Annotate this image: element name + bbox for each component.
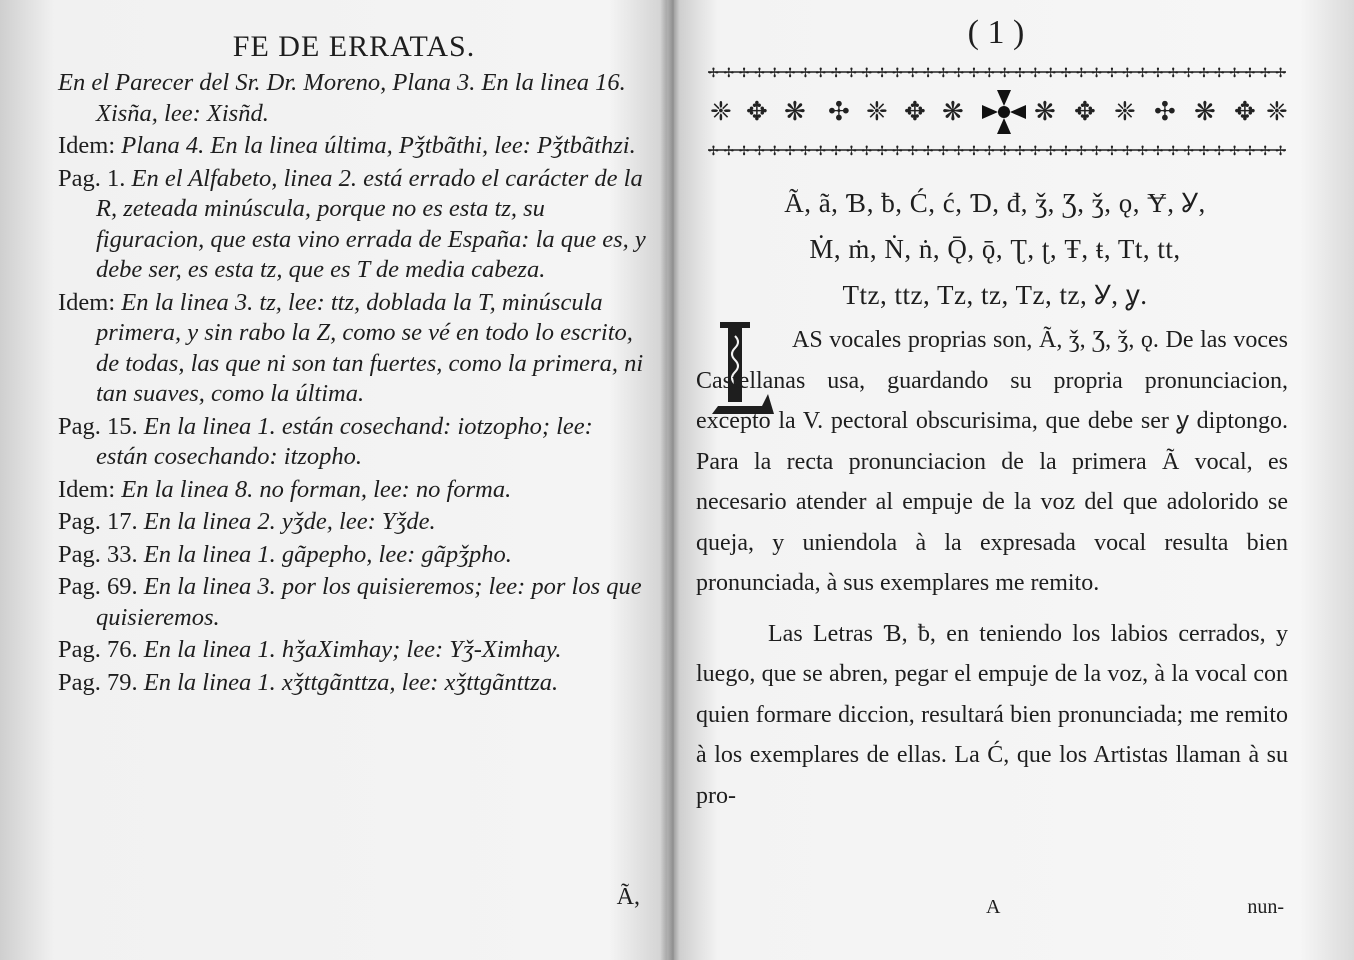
- ornament-motif: ❈: [1114, 97, 1136, 127]
- errata-entry: [58, 288, 650, 410]
- ornament-motif: ❈: [1266, 97, 1288, 127]
- entry-ref: Idem:: [58, 132, 116, 159]
- entry-text: En el Parecer del Sr. Dr. Moreno, Plana 3. En la linea 16. Xisña, lee: Xisñd.: [58, 69, 626, 127]
- entry-ref: Pag. 79.: [58, 668, 138, 696]
- book-gutter: [660, 0, 674, 960]
- entry-ref: Pag. 33.: [58, 540, 138, 568]
- ornament-motif: ✣: [1154, 97, 1176, 127]
- maltese-cross-icon: [982, 90, 1026, 134]
- svg-text:L: L: [708, 318, 709, 319]
- entry-text: En la linea 8. no forman, lee: no forma.: [121, 475, 512, 503]
- entry-ref: Pag. 15.: [58, 412, 138, 440]
- ornament-motif: ❈: [866, 97, 888, 127]
- ornament-motif: ❋: [784, 97, 806, 127]
- ornament-cross-row: ✢✢✢✢✢✢✢✢✢✢✢✢✢✢✢✢✢✢✢✢✢✢✢✢✢✢✢✢✢✢✢✢✢✢✢✢✢✢: [708, 144, 1286, 159]
- entry-text: En la linea 1. hǯaXimhay; lee: Yǯ-Ximhay.: [143, 636, 562, 663]
- entry-ref: Pag. 76.: [58, 636, 138, 663]
- errata-entry: [58, 540, 650, 571]
- errata-list: [58, 68, 650, 700]
- entry-ref: Idem:: [58, 475, 116, 503]
- paragraph: AS vocales proprias son, Ã, ǯ, Ʒ, ǯ, ǫ. De las voces Castellanas usa, guardando su propria pronunciacion, excepto la V. pectoral obscurisima, que debe ser ỿ diptongo. Para la recta pronunciacion de la primera Ã vocal, es necesario atender al empuje de la voz del que adolorido se queja, y uniendola à la expresada vocal resulta bien pronunciada, à sus exemplares me remito.: [696, 327, 1288, 596]
- entry-text: En la linea 3. tz, lee: ttz, doblada la T, minúscula primera, y sin rabo la Z, como se vé en todo lo escrito, de todas, las que ni son tan fuertes, como la primera, ni tan suaves, como la última.: [96, 288, 644, 407]
- alphabet-block: [700, 180, 1290, 318]
- errata-entry: [58, 572, 650, 633]
- right-catchword: nun-: [1247, 896, 1284, 918]
- errata-entry: [58, 635, 650, 666]
- errata-entry: [58, 164, 650, 286]
- headpiece-ornament: [704, 62, 1290, 160]
- running-head: FE DE ERRATAS.: [232, 30, 476, 63]
- ornament-motif: ❈: [710, 97, 732, 127]
- signature-mark: A: [986, 896, 1001, 918]
- ornament-motif: ❋: [1194, 97, 1216, 127]
- entry-text: Plana 4. En la linea última, Pǯtbãthi, lee: Pǯtbãthzi.: [121, 132, 636, 159]
- errata-entry: [58, 507, 650, 538]
- left-catchword: Ã,: [616, 884, 640, 910]
- page-number: ( 1 ): [967, 14, 1025, 51]
- ornament-motif: ❋: [942, 97, 964, 127]
- ornament-motif: ❋: [1034, 97, 1056, 127]
- errata-entry: [58, 412, 650, 473]
- alphabet-line: Ṁ, ṁ, Ṅ, ṅ, Ǭ, ǭ, Ʈ, ʈ, Ŧ, ŧ, Tt, tt,: [809, 234, 1181, 264]
- entry-ref: Pag. 69.: [58, 573, 138, 600]
- ornament-motif: ✣: [828, 97, 850, 127]
- errata-entry: [58, 131, 650, 162]
- entry-ref: Pag. 1.: [58, 164, 126, 192]
- ornament-motif: ✥: [1234, 97, 1256, 127]
- left-page: [56, 0, 652, 960]
- paragraph: Las Letras Ɓ, ƀ, en teniendo los labios cerrados, y luego, que se abren, pegar el empuje de la voz, à la vocal con quien formare diccion, resultará bien pronunciada; me remito à los exemplares de ellas. La Ć, que los Artistas llaman à su pro-: [696, 620, 1288, 809]
- entry-text: En la linea 3. por los quisieremos; lee: por los que quisieremos.: [96, 573, 642, 631]
- entry-text: En la linea 2. yǯde, lee: Yǯde.: [143, 508, 436, 535]
- ornament-cross-row: ✢✢✢✢✢✢✢✢✢✢✢✢✢✢✢✢✢✢✢✢✢✢✢✢✢✢✢✢✢✢✢✢✢✢✢✢✢✢: [708, 66, 1286, 81]
- entry-text: En el Alfabeto, linea 2. está errado el carácter de la R, zeteada minúscula, porque no es esta tz, su figuracion, que esta vino errada de España: la que es, y debe ser, es esta tz, que es T de media cabeza.: [96, 164, 646, 283]
- entry-ref: Idem:: [58, 288, 116, 316]
- entry-ref: Pag. 17.: [58, 508, 138, 535]
- errata-entry: [58, 668, 650, 699]
- errata-entry: [58, 475, 650, 506]
- alphabet-line: Ã, ã, Ɓ, ƀ, Ć, ć, Ɗ, đ, ǯ, Ʒ, ǯ, ǫ, Ɏ, Ỿ,: [784, 188, 1206, 218]
- ornament-motif: ✥: [1074, 97, 1096, 127]
- ornament-motif: ✥: [746, 97, 768, 127]
- entry-text: En la linea 1. están cosechand: iotzopho; lee: están cosechando: itzopho.: [96, 412, 593, 470]
- ornament-motif: ✥: [904, 97, 926, 127]
- right-page: [696, 0, 1296, 960]
- body-text: [696, 320, 1288, 816]
- entry-text: En la linea 1. xǯttgãnttza, lee: xǯttgãnttza.: [143, 668, 559, 696]
- errata-entry: [58, 68, 650, 129]
- entry-text: En la linea 1. gãpepho, lee: gãpǯpho.: [143, 540, 512, 568]
- alphabet-line: Ttz, ttz, Tz, tz, Tz, tz, Ỿ, ỿ.: [842, 280, 1148, 310]
